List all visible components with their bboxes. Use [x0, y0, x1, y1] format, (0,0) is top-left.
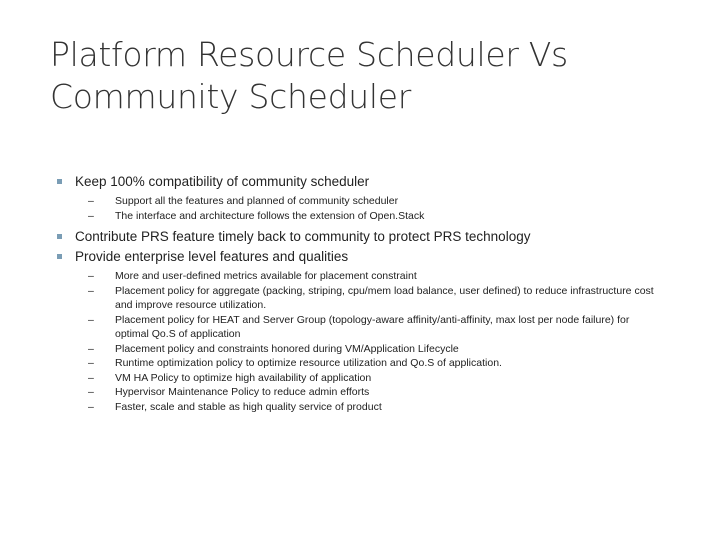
dash-bullet-icon: – [88, 371, 94, 384]
sub-item [56, 385, 656, 400]
slide-title-line-2: Community Scheduler [50, 77, 411, 116]
bullet-text: Contribute PRS feature timely back to community to protect PRS technology [75, 229, 531, 244]
square-bullet-icon [57, 254, 62, 259]
sub-item [56, 209, 656, 224]
bullet-text: Keep 100% compatibility of community scheduler [75, 174, 370, 189]
dash-bullet-icon: – [88, 209, 94, 222]
dash-bullet-icon: – [88, 270, 94, 282]
sub-item-text: Placement policy for aggregate (packing, striping, cpu/mem load balance, user defined) to reduce infrastructure cost and improve resource utilization. [115, 284, 654, 311]
bullet-text: Provide enterprise level features and qualities [75, 249, 349, 264]
square-bullet-icon [57, 179, 62, 184]
sub-item-text: The interface and architecture follows the extension of Open.Stack [115, 209, 425, 222]
sub-item-text: Hypervisor Maintenance Policy to reduce admin efforts [115, 386, 370, 398]
sub-item-text: Support all the features and planned of community scheduler [115, 195, 399, 207]
slide-body [56, 172, 656, 416]
sub-item-text: VM HA Policy to optimize high availability of application [115, 371, 372, 384]
sub-item [56, 342, 656, 357]
sub-item-text: Runtime optimization policy to optimize resource utilization and Qo.S of application. [115, 357, 502, 369]
dash-bullet-icon: – [88, 195, 94, 207]
sub-list [56, 269, 656, 414]
sub-item-text: Placement policy and constraints honored during VM/Application Lifecycle [115, 342, 459, 355]
sub-item-text: More and user-defined metrics available for placement constraint [115, 270, 417, 282]
dash-bullet-icon: – [88, 400, 94, 413]
sub-item-text: Placement policy for HEAT and Server Group (topology-aware affinity/anti-affinity, max lost per node failure) for optimal Qo.S of application [115, 313, 630, 340]
slide-title [50, 34, 690, 118]
sub-item [56, 356, 656, 371]
slide-title-line-1: Platform Resource Scheduler Vs [50, 35, 568, 74]
dash-bullet-icon: – [88, 342, 94, 355]
dash-bullet-icon: – [88, 386, 94, 398]
square-bullet-icon [57, 234, 62, 239]
sub-item [56, 284, 656, 313]
dash-bullet-icon: – [88, 357, 94, 369]
bullet-item [56, 227, 656, 247]
bullet-item [56, 247, 656, 267]
dash-bullet-icon: – [88, 313, 94, 326]
sub-item-text: Faster, scale and stable as high quality service of product [115, 400, 382, 413]
sub-list [56, 194, 656, 223]
sub-item [56, 400, 656, 415]
sub-item [56, 313, 656, 342]
bullet-item [56, 172, 656, 192]
sub-item [56, 269, 656, 284]
sub-item [56, 371, 656, 386]
sub-item [56, 194, 656, 209]
dash-bullet-icon: – [88, 284, 94, 297]
